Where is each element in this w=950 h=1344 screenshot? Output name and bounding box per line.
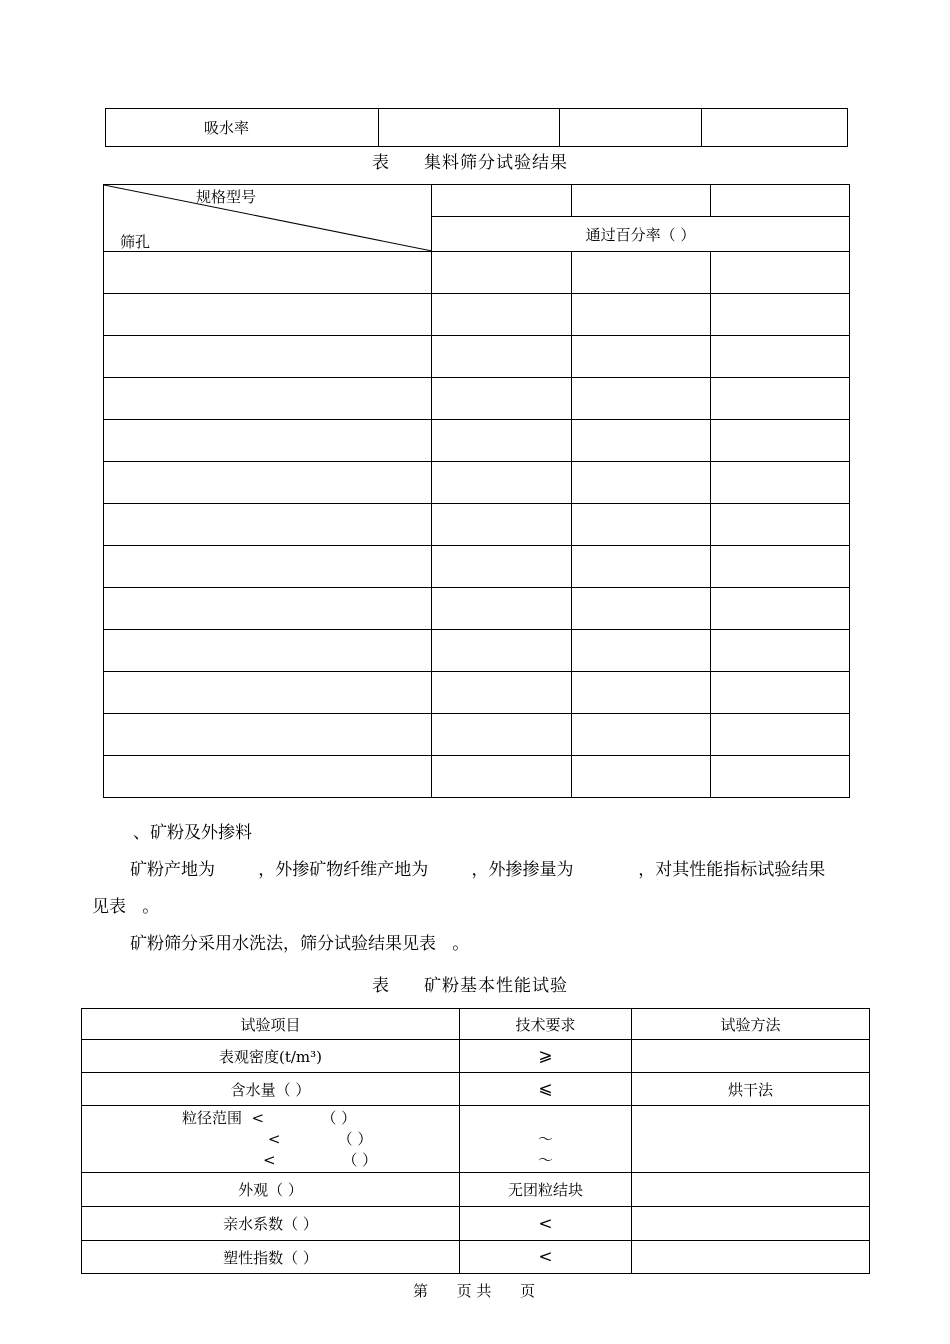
sieve-header: 筛孔 <box>120 233 151 251</box>
particle-size-req-1 <box>460 1108 631 1129</box>
table-cell <box>711 504 850 546</box>
diagonal-line <box>104 185 432 251</box>
header-technical-requirement: 技术要求 <box>460 1009 632 1040</box>
table-cell <box>432 420 572 462</box>
table-cell <box>104 420 432 462</box>
table-cell <box>560 109 702 147</box>
row-particle-size-req <box>460 1106 632 1173</box>
table1-caption-title: 集料筛分试验结果 <box>424 153 568 173</box>
row-plasticity-req: < <box>460 1241 632 1274</box>
table-cell <box>379 109 560 147</box>
table-cell <box>432 546 572 588</box>
table-cell <box>432 714 572 756</box>
table-cell <box>572 756 711 798</box>
header-test-method: 试验方法 <box>632 1009 870 1040</box>
paragraph-2: 矿粉筛分采用水洗法，筛分试验结果见表 。 <box>130 934 470 954</box>
table-cell <box>104 504 432 546</box>
table-cell <box>104 336 432 378</box>
passing-percent-header: 通过百分率（ ） <box>432 217 850 252</box>
sieve-analysis-table <box>103 184 850 798</box>
row-appearance-req: 无团粒结块 <box>460 1173 632 1207</box>
row-plasticity-method <box>632 1241 870 1274</box>
table-cell <box>432 294 572 336</box>
table-cell <box>104 252 432 294</box>
table-cell <box>104 294 432 336</box>
table-cell <box>572 504 711 546</box>
header-test-item: 试验项目 <box>82 1009 460 1040</box>
row-water-content-item: 含水量（ ） <box>82 1073 460 1106</box>
water-absorption-label: 吸水率 <box>106 109 379 147</box>
table-cell <box>711 546 850 588</box>
row-particle-size-method <box>632 1106 870 1173</box>
mineral-powder-table <box>81 1008 870 1274</box>
particle-size-line-3: < （ ） <box>182 1150 378 1169</box>
row-hydrophilic-req: < <box>460 1207 632 1241</box>
table-cell <box>711 420 850 462</box>
particle-size-req-2: ～ <box>537 1129 553 1148</box>
table2-caption <box>372 971 568 996</box>
table-cell <box>572 420 711 462</box>
row-water-content-req: ⩽ <box>460 1073 632 1106</box>
table1-caption <box>372 148 568 173</box>
table-cell <box>572 588 711 630</box>
table2-caption-title: 矿粉基本性能试验 <box>424 976 568 996</box>
table-cell <box>711 672 850 714</box>
row-appearance-method <box>632 1173 870 1207</box>
table-cell <box>711 588 850 630</box>
spec-model-header: 规格型号 <box>196 188 257 206</box>
row-particle-size-item <box>82 1106 460 1173</box>
table-cell <box>572 462 711 504</box>
table-cell <box>572 336 711 378</box>
table-cell <box>104 378 432 420</box>
particle-size-req-3: ～ <box>537 1150 553 1169</box>
row-apparent-density-method <box>632 1040 870 1073</box>
particle-size-line-1: 粒径范围 < （ ） <box>182 1108 357 1127</box>
table-cell <box>432 756 572 798</box>
row-hydrophilic-method <box>632 1207 870 1241</box>
paragraph-1-line-2: 见表 。 <box>92 897 160 917</box>
particle-size-line-2: < （ ） <box>182 1129 373 1148</box>
table-cell <box>702 109 848 147</box>
table-cell <box>711 252 850 294</box>
table-cell <box>432 252 572 294</box>
table-cell <box>572 714 711 756</box>
table-cell <box>104 588 432 630</box>
table-cell <box>432 630 572 672</box>
table-cell <box>572 252 711 294</box>
table1-caption-prefix: 表 <box>372 153 390 173</box>
table-cell <box>432 672 572 714</box>
table-cell <box>711 378 850 420</box>
table-cell <box>572 630 711 672</box>
table-cell <box>432 336 572 378</box>
table-cell <box>104 630 432 672</box>
row-apparent-density-req: ⩾ <box>460 1040 632 1073</box>
table-cell <box>711 462 850 504</box>
spec-cell-1 <box>432 185 572 217</box>
table-cell <box>104 714 432 756</box>
row-plasticity-item: 塑性指数（ ） <box>82 1241 460 1274</box>
table-cell <box>711 336 850 378</box>
page-footer: 第 页 共 页 <box>413 1282 535 1300</box>
table-cell <box>104 462 432 504</box>
table-cell <box>711 630 850 672</box>
table-cell <box>432 588 572 630</box>
spec-cell-2 <box>572 185 711 217</box>
table-cell <box>572 546 711 588</box>
water-absorption-table <box>105 108 848 147</box>
spec-cell-3 <box>711 185 850 217</box>
paragraph-1-line-1: 矿粉产地为 ，外掺矿物纤维产地为 ，外掺掺量为 ，对其性能指标试验结果 <box>130 860 826 880</box>
row-apparent-density-item: 表观密度(t/m³) <box>82 1040 460 1073</box>
table-cell <box>104 756 432 798</box>
table-cell <box>572 672 711 714</box>
table-cell <box>711 714 850 756</box>
table-cell <box>104 546 432 588</box>
table-cell <box>711 756 850 798</box>
table-cell <box>572 294 711 336</box>
section-heading: 、矿粉及外掺料 <box>133 823 252 843</box>
table-cell <box>572 378 711 420</box>
table-cell <box>432 504 572 546</box>
table-cell <box>432 378 572 420</box>
row-hydrophilic-item: 亲水系数（ ） <box>82 1207 460 1241</box>
row-appearance-item: 外观（ ） <box>82 1173 460 1207</box>
table-cell <box>432 462 572 504</box>
row-water-content-method: 烘干法 <box>632 1073 870 1106</box>
table2-caption-prefix: 表 <box>372 976 390 996</box>
diagonal-header-cell <box>104 185 432 252</box>
table-cell <box>104 672 432 714</box>
table-cell <box>711 294 850 336</box>
